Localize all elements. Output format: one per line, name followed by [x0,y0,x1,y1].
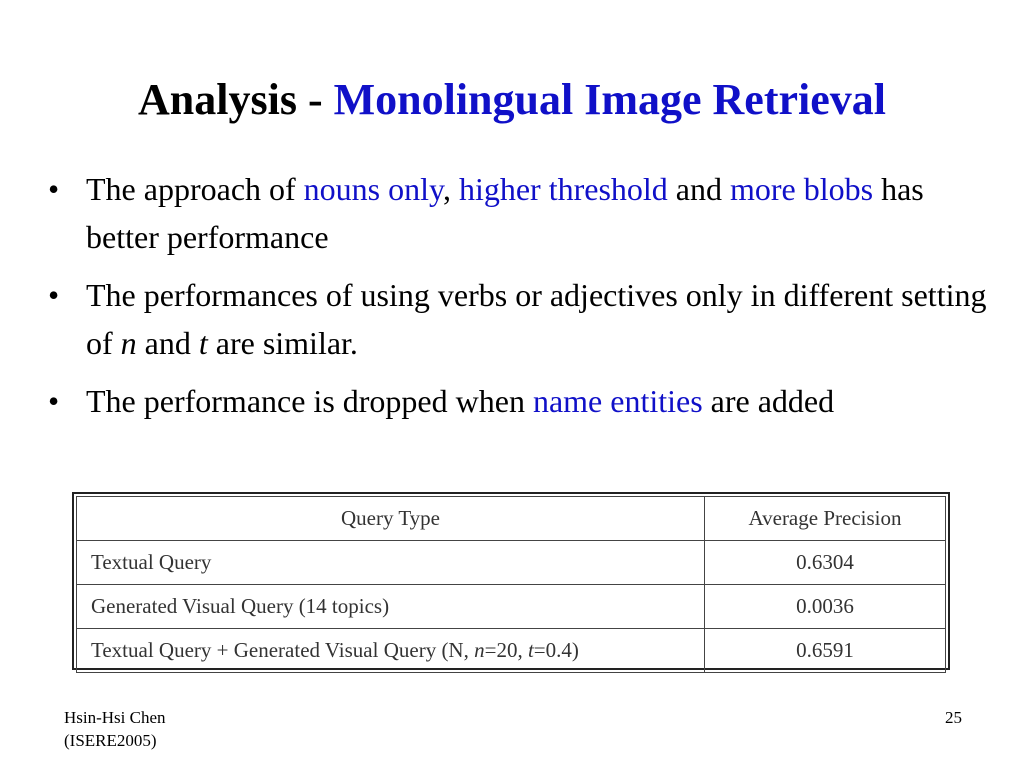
query-type-cell: Generated Visual Query (14 topics) [77,585,705,629]
bullet-text: has better performance [86,171,924,255]
average-precision-cell: 0.6304 [705,541,946,585]
param-n-value: =20, [484,638,528,662]
page-number: 25 [945,708,962,727]
slide-title [0,72,1024,128]
bullet-text: , [442,171,459,207]
title-highlight: Monolingual Image Retrieval [333,75,886,124]
bullet-text: The performance is dropped when [86,383,533,419]
bullet-item [42,271,992,367]
footer-venue: (ISERE2005) [64,731,157,750]
title-prefix: Analysis - [138,75,334,124]
bullet-list [42,165,992,435]
query-text: Textual Query + Generated Visual Query (N, [91,638,475,662]
param-n-symbol: n [474,638,485,662]
footer-author-name: Hsin-Hsi Chen [64,708,166,727]
bullet-highlight: higher threshold [458,171,668,207]
table-header-row [77,497,946,541]
column-header-average-precision: Average Precision [705,497,946,541]
table-row [77,585,946,629]
average-precision-cell: 0.0036 [705,585,946,629]
results-table [76,496,946,673]
bullet-text: and [136,325,199,361]
bullet-text: are similar. [207,325,358,361]
bullet-text: The performances of using verbs or adjectives only in different setting of [86,277,987,361]
param-t-symbol: t [527,638,534,662]
results-table-frame [72,492,950,670]
bullet-highlight: nouns only [303,171,443,207]
bullet-text: and [667,171,730,207]
bullet-italic: t [198,325,208,361]
table-row [77,629,946,673]
query-type-cell [77,629,705,673]
table-row [77,541,946,585]
bullet-text: The approach of [86,171,304,207]
bullet-item [42,165,992,261]
footer-author [64,706,166,752]
bullet-highlight: more blobs [729,171,874,207]
bullet-dot: • [48,171,60,207]
column-header-query-type: Query Type [77,497,705,541]
bullet-text: are added [702,383,835,419]
query-type-cell: Textual Query [77,541,705,585]
param-t-value: =0.4) [533,638,579,662]
bullet-dot: • [48,383,60,419]
average-precision-cell: 0.6591 [705,629,946,673]
bullet-dot: • [48,277,60,313]
bullet-item [42,377,992,425]
bullet-italic: n [120,325,137,361]
bullet-highlight: name entities [532,383,703,419]
